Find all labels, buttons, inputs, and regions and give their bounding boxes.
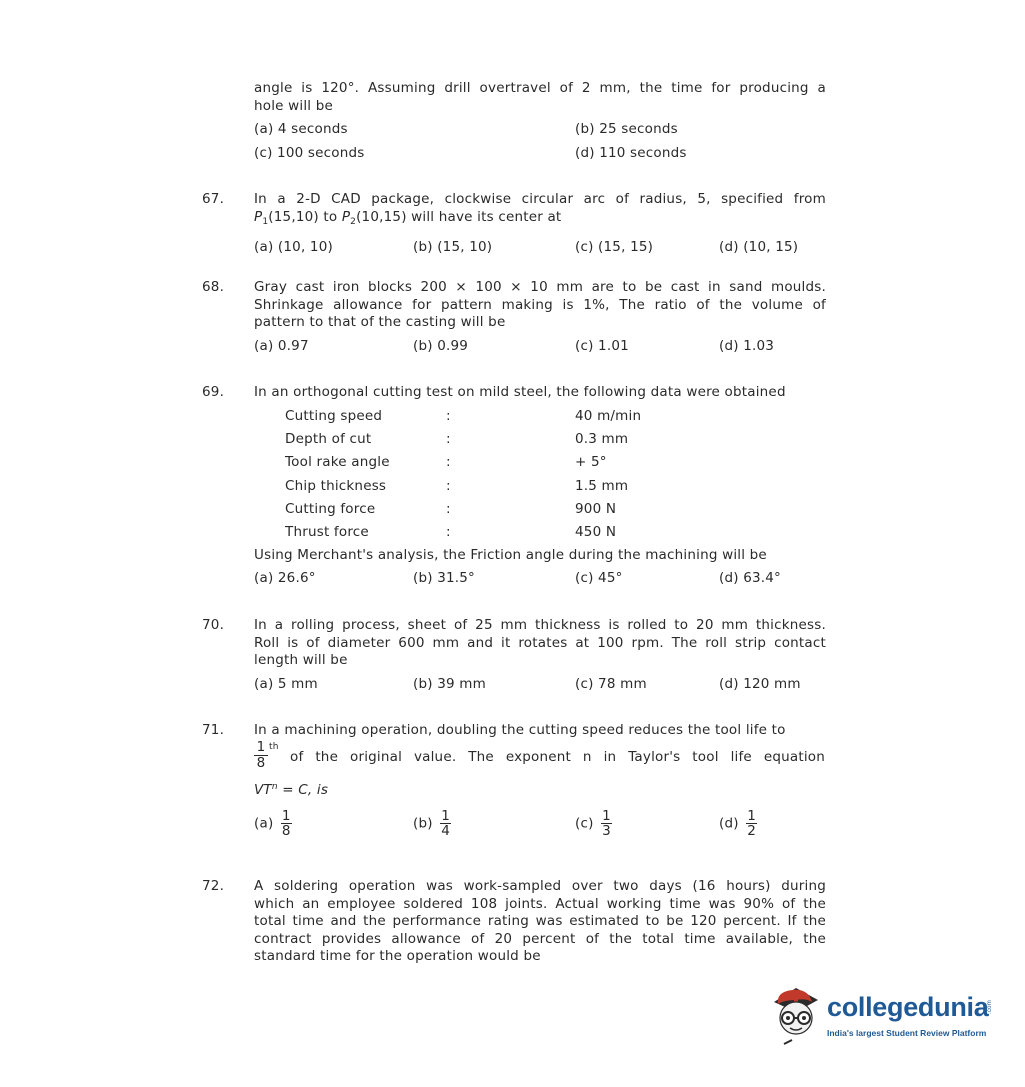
data-separator: : [446, 501, 451, 517]
q67-line: In a 2-D CAD package, clockwise circular arc of radius, 5, specified from [254, 191, 826, 207]
q67-option-b[interactable]: (b) (15, 10) [413, 239, 493, 255]
collegedunia-logo-suffix: .com [986, 1000, 993, 1014]
q69-intro: In an orthogonal cutting test on mild steel, the following data were obtained [254, 384, 786, 400]
data-value: 450 N [575, 524, 617, 540]
q66-line: angle is 120°. Assuming drill overtravel of 2 mm, the time for producing a [254, 80, 826, 96]
q70-stem [254, 617, 826, 670]
option-numerator: 1 [441, 808, 450, 824]
q70-line: length will be [254, 652, 348, 668]
equation-rest: = C, is [277, 782, 329, 798]
q71-number: 71. [202, 722, 225, 738]
p2-subscript: 2 [350, 216, 357, 227]
fraction-numerator: 1 [254, 740, 268, 756]
q67-option-d[interactable]: (d) (10, 15) [719, 239, 799, 255]
q72-stem [254, 878, 826, 966]
q68-option-b[interactable]: (b) 0.99 [413, 338, 469, 354]
q69-option-a[interactable]: (a) 26.6° [254, 570, 316, 586]
q68-line: Gray cast iron blocks 200 × 100 × 10 mm are to be cast in sand moulds. [254, 279, 826, 295]
data-value: 40 m/min [575, 408, 642, 424]
option-label: (c) [575, 815, 594, 832]
q71-fraction [254, 740, 268, 771]
q71-line: In a machining operation, doubling the cutting speed reduces the tool life to [254, 722, 786, 738]
data-label: Cutting force [285, 501, 376, 517]
q71-line-1 [254, 722, 826, 740]
q70-option-c[interactable]: (c) 78 mm [575, 676, 647, 692]
q68-option-c[interactable]: (c) 1.01 [575, 338, 629, 354]
q72-line: total time and the performance rating was estimated to be 120 percent. If the [254, 913, 826, 929]
q70-number: 70. [202, 617, 225, 633]
q72-line: standard time for the operation would be [254, 948, 541, 964]
fraction-suffix: th [269, 742, 279, 752]
q72-line: contract provides allowance of 20 percent of the total time available, the [254, 930, 826, 947]
q68-stem [254, 279, 826, 332]
q67-text: (10,15) will have its center at [356, 208, 562, 225]
q69-option-d[interactable]: (d) 63.4° [719, 570, 782, 586]
q71-option-d[interactable] [719, 809, 757, 838]
data-value: 0.3 mm [575, 431, 629, 447]
option-label: (d) [719, 815, 739, 832]
q67-option-c[interactable]: (c) (15, 15) [575, 239, 654, 255]
option-label: (a) [254, 815, 274, 832]
collegedunia-mascot-icon [766, 978, 826, 1050]
q66-option-d[interactable]: (d) 110 seconds [575, 145, 687, 161]
q69-question: Using Merchant's analysis, the Friction angle during the machining will be [254, 547, 767, 563]
data-label: Cutting speed [285, 408, 383, 424]
q72-line: A soldering operation was work-sampled over two days (16 hours) during [254, 878, 826, 894]
option-label: (b) [413, 815, 433, 832]
q67-number: 67. [202, 191, 225, 207]
q66-option-c[interactable]: (c) 100 seconds [254, 145, 365, 161]
data-value: + 5° [575, 454, 607, 470]
q66-line: hole will be [254, 97, 334, 114]
q72-number: 72. [202, 878, 225, 894]
data-separator: : [446, 431, 451, 447]
equation-exponent: n [271, 782, 278, 792]
q68-option-d[interactable]: (d) 1.03 [719, 338, 775, 354]
q69-option-c[interactable]: (c) 45° [575, 570, 623, 586]
q71-option-c[interactable] [575, 809, 612, 838]
p1-symbol: P [254, 208, 263, 225]
option-denominator: 2 [747, 823, 756, 839]
q67-text: (15,10) to [268, 208, 342, 225]
q70-option-b[interactable]: (b) 39 mm [413, 676, 486, 692]
q71-line-2: of the original value. The exponent n in Taylor's tool life equation [290, 749, 825, 765]
data-label: Thrust force [285, 524, 369, 540]
data-label: Depth of cut [285, 431, 372, 447]
p1-subscript: 1 [262, 216, 269, 227]
option-denominator: 8 [281, 823, 291, 839]
q68-number: 68. [202, 279, 225, 295]
p2-symbol: P [341, 208, 351, 225]
data-separator: : [446, 478, 451, 494]
data-separator: : [446, 454, 451, 470]
q66-option-a[interactable]: (a) 4 seconds [254, 121, 348, 137]
q72-line: which an employee soldered 108 joints. Actual working time was 90% of the [254, 895, 826, 912]
q67-option-a[interactable]: (a) (10, 10) [254, 239, 333, 255]
option-denominator: 3 [602, 823, 611, 839]
q66-option-b[interactable]: (b) 25 seconds [575, 121, 678, 137]
data-label: Chip thickness [285, 478, 387, 494]
option-denominator: 4 [441, 823, 450, 839]
q69-option-b[interactable]: (b) 31.5° [413, 570, 476, 586]
data-separator: : [446, 408, 451, 424]
q68-line: pattern to that of the casting will be [254, 314, 506, 330]
option-numerator: 1 [281, 808, 291, 824]
q70-option-a[interactable]: (a) 5 mm [254, 676, 318, 692]
q68-option-a[interactable]: (a) 0.97 [254, 338, 309, 354]
q67-line-2 [254, 209, 826, 232]
q69-number: 69. [202, 384, 225, 400]
data-value: 1.5 mm [575, 478, 629, 494]
option-numerator: 1 [747, 808, 756, 824]
q70-option-d[interactable]: (d) 120 mm [719, 676, 801, 692]
q70-line: In a rolling process, sheet of 25 mm thickness is rolled to 20 mm thickness. [254, 617, 826, 633]
q70-line: Roll is of diameter 600 mm and it rotates at 100 rpm. The roll strip contact [254, 634, 826, 651]
collegedunia-tagline: India's largest Student Review Platform [827, 1028, 987, 1038]
equation-vt: VT [254, 782, 272, 798]
option-numerator: 1 [602, 808, 611, 824]
q66-stem [254, 80, 826, 115]
q71-option-a[interactable] [254, 809, 292, 838]
data-value: 900 N [575, 501, 617, 517]
taylor-equation [254, 782, 328, 798]
collegedunia-logo-text: collegedunia [827, 992, 989, 1022]
q67-stem [254, 191, 826, 231]
data-label: Tool rake angle [285, 454, 390, 470]
fraction-denominator: 8 [256, 755, 266, 771]
data-separator: : [446, 524, 451, 540]
q71-option-b[interactable] [413, 809, 451, 838]
q68-line: Shrinkage allowance for pattern making is 1%, The ratio of the volume of [254, 296, 826, 313]
